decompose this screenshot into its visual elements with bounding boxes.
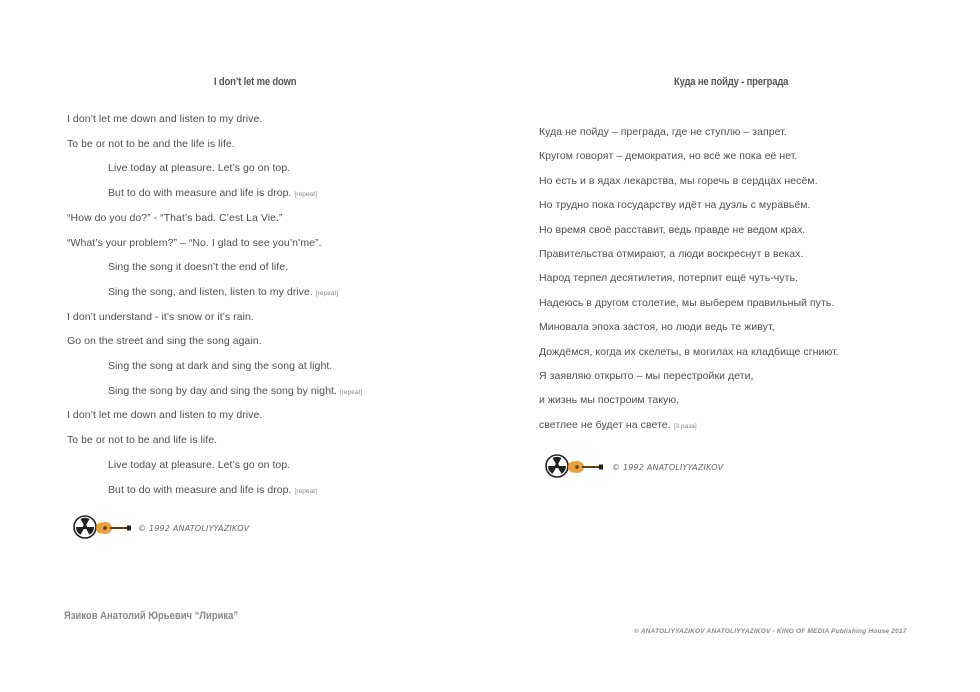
poem-line-text: “How do you do?” - “That’s bad. C’est La Vie.” bbox=[67, 211, 283, 224]
poem-line bbox=[539, 199, 810, 211]
poem-line bbox=[67, 484, 317, 496]
poem-line-text: Но время своё расставит, ведь правде не ведом крах. bbox=[539, 223, 806, 236]
poem-line bbox=[67, 360, 332, 372]
poem-line-text: Но трудно пока государству идёт на дуэль с муравьём. bbox=[539, 199, 811, 212]
poem-line bbox=[539, 272, 798, 284]
poem-line bbox=[539, 297, 834, 309]
guitar-icon bbox=[96, 522, 131, 534]
poem-line-text: I don’t understand - it’s snow or it’s rain. bbox=[67, 310, 254, 323]
poem-line bbox=[67, 261, 288, 273]
radiation-icon bbox=[544, 453, 604, 481]
footer-publisher: © ANATOLIYYAZIKOV ANATOLIYYAZIKOV - KING OF MEDIA Publishing House 2017 bbox=[634, 628, 907, 635]
poem-line-text: Go on the street and sing the song again. bbox=[67, 335, 262, 348]
poem-line bbox=[539, 370, 753, 382]
poem-line-text: светлее не будет на свете. bbox=[539, 418, 671, 431]
poem-line-text: Я заявляю открыто – мы перестройки дети, bbox=[539, 370, 754, 382]
poem-line-text: Правительства отмирают, а люди воскреснут в веках. bbox=[539, 248, 804, 260]
poem-line bbox=[67, 237, 322, 249]
poem-line bbox=[539, 394, 679, 406]
poem-line bbox=[539, 126, 787, 138]
poem-line bbox=[67, 138, 235, 150]
poem-line-text: Sing the song at dark and sing the song at light. bbox=[108, 360, 333, 372]
poem-line bbox=[67, 212, 283, 224]
poem-line bbox=[539, 321, 775, 333]
poem-line bbox=[67, 459, 290, 471]
poem-line-text: Куда не пойду – преграда, где не ступлю – запрет. bbox=[539, 126, 787, 138]
repeat-note: [repeat] bbox=[315, 289, 339, 297]
poem-line bbox=[67, 162, 290, 174]
poem-line-text: I don’t let me down and listen to my drive. bbox=[67, 409, 263, 422]
poem-line bbox=[67, 385, 362, 397]
poem-line-text: Live today at pleasure. Let’s go on top. bbox=[108, 458, 291, 471]
right-page bbox=[490, 0, 980, 692]
left-poem-title: I don’t let me down bbox=[214, 76, 297, 88]
right-poem-title: Куда не пойду - преграда bbox=[674, 76, 789, 88]
poem-line bbox=[67, 434, 217, 446]
poem-line bbox=[539, 150, 797, 162]
poem-line bbox=[67, 113, 262, 125]
left-copyright: © 1992 ANATOLIYYAZIKOV bbox=[138, 524, 250, 533]
poem-line-text: But to do with measure and life is drop. bbox=[108, 187, 292, 200]
right-copyright: © 1992 ANATOLIYYAZIKOV bbox=[612, 463, 724, 472]
poem-line-text: To be or not to be and life is life. bbox=[67, 434, 218, 447]
poem-line-text: I don’t let me down and listen to my drive. bbox=[67, 113, 263, 125]
poem-line bbox=[539, 224, 805, 236]
poem-line bbox=[67, 187, 317, 199]
guitar-icon bbox=[568, 461, 603, 473]
poem-line-text: и жизнь мы построим такую, bbox=[539, 394, 680, 407]
poem-line-text: “What’s your problem?” – “No. I glad to see you’n’me”. bbox=[67, 236, 322, 249]
poem-line-text: Live today at pleasure. Let’s go on top. bbox=[108, 162, 291, 175]
poem-line bbox=[539, 248, 803, 260]
poem-line-text: Sing the song by day and sing the song by night. bbox=[108, 384, 337, 397]
poem-line bbox=[67, 286, 338, 298]
poem-line-text: Дождёмся, когда их скелеты, в могилах на кладбище сгниют. bbox=[539, 345, 839, 358]
poem-line bbox=[539, 419, 697, 431]
poem-line bbox=[67, 335, 262, 347]
repeat-note: [3 раза] bbox=[673, 422, 697, 430]
poem-line bbox=[67, 311, 254, 323]
poem-line-text: Кругом говорят – демократия, но всё же пока её нет. bbox=[539, 150, 798, 163]
repeat-note: [repeat] bbox=[294, 191, 317, 199]
poem-line-text: Миновала эпоха застоя, но люди ведь те живут, bbox=[539, 321, 775, 334]
poem-line bbox=[539, 346, 839, 358]
poem-line-text: Надеюсь в другом столетие, мы выберем правильный путь. bbox=[539, 296, 835, 309]
right-logo bbox=[544, 453, 724, 481]
repeat-note: [repeat] bbox=[294, 487, 317, 495]
poem-line-text: Народ терпел десятилетия, потерпит ещё чуть-чуть. bbox=[539, 272, 798, 285]
footer-author: Язиков Анатолий Юрьевич “Лирика” bbox=[64, 610, 239, 622]
radiation-icon bbox=[72, 514, 132, 542]
poem-line-text: Sing the song it doesn’t the end of life. bbox=[108, 261, 289, 274]
poem-line-text: Но есть и в ядах лекарства, мы горечь в сердцах несём. bbox=[539, 174, 818, 187]
repeat-note: [repeat] bbox=[339, 388, 363, 396]
poem-line bbox=[539, 175, 818, 187]
poem-line-text: But to do with measure and life is drop. bbox=[108, 483, 292, 496]
poem-line bbox=[67, 409, 262, 421]
poem-line-text: Sing the song, and listen, listen to my drive. bbox=[108, 285, 313, 298]
left-logo bbox=[72, 514, 250, 542]
poem-line-text: To be or not to be and the life is life. bbox=[67, 137, 235, 150]
